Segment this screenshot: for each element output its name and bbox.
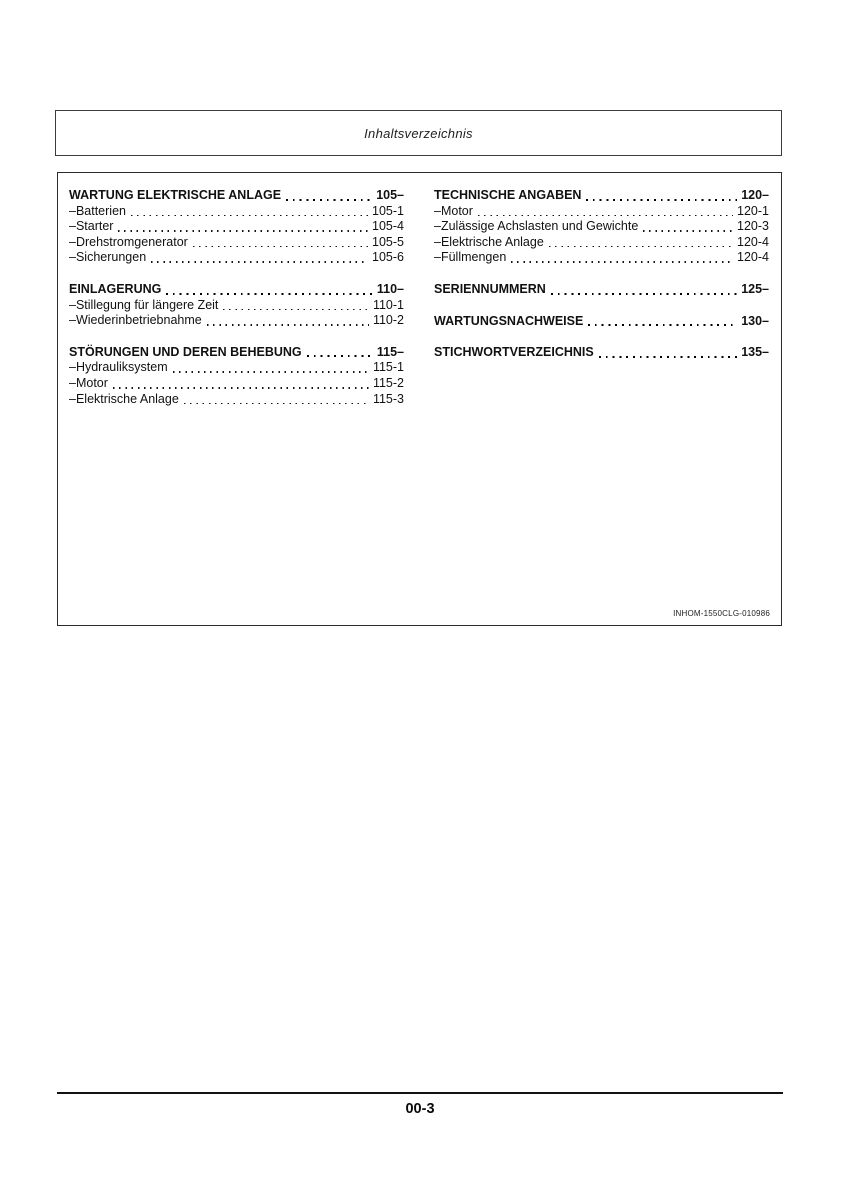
toc-item-row bbox=[69, 250, 404, 266]
dot-leader bbox=[166, 293, 373, 295]
dot-leader bbox=[549, 246, 733, 248]
toc-item-label: –Motor bbox=[434, 203, 473, 218]
toc-page-number: 130– bbox=[741, 313, 769, 328]
toc-heading-row bbox=[434, 282, 769, 298]
toc-item-row bbox=[69, 298, 404, 314]
dot-leader bbox=[643, 230, 733, 232]
toc-heading-label: WARTUNGSNACHWEISE bbox=[434, 313, 584, 328]
toc-item-row bbox=[69, 376, 404, 392]
toc-page-number: 110-1 bbox=[372, 297, 404, 312]
toc-section bbox=[434, 314, 769, 330]
toc-item-row bbox=[69, 313, 404, 329]
toc-item-label: –Füllmengen bbox=[434, 250, 507, 265]
toc-section bbox=[434, 282, 769, 298]
toc-page-number: 105– bbox=[376, 188, 404, 202]
toc-item-row bbox=[69, 219, 404, 235]
toc-heading-row bbox=[434, 188, 769, 204]
toc-item-label: –Zulässige Achslasten und Gewichte bbox=[434, 219, 639, 234]
toc-columns bbox=[69, 188, 769, 423]
toc-page-number: 120-1 bbox=[737, 203, 769, 218]
dot-leader bbox=[118, 230, 368, 232]
toc-item-label: –Drehstromgenerator bbox=[69, 234, 188, 249]
toc-section bbox=[69, 282, 404, 329]
toc-item-row bbox=[434, 250, 769, 266]
toc-page-number: 120-4 bbox=[737, 250, 769, 265]
toc-heading-label: EINLAGERUNG bbox=[69, 281, 162, 296]
dot-leader bbox=[131, 215, 368, 217]
toc-page-number: 125– bbox=[741, 281, 769, 296]
toc-item-row bbox=[69, 204, 404, 220]
toc-item-row bbox=[434, 219, 769, 235]
toc-heading-label: STÖRUNGEN UND DEREN BEHEBUNG bbox=[69, 344, 302, 359]
toc-heading-label: TECHNISCHE ANGABEN bbox=[434, 188, 582, 202]
toc-page-number: 115-1 bbox=[372, 360, 404, 375]
dot-leader bbox=[511, 261, 733, 263]
toc-box bbox=[57, 172, 782, 626]
toc-page-number: 110– bbox=[376, 281, 404, 296]
toc-item-row bbox=[69, 235, 404, 251]
dot-leader bbox=[586, 199, 737, 201]
toc-heading-label: STICHWORTVERZEICHNIS bbox=[434, 345, 594, 360]
toc-section bbox=[69, 345, 404, 407]
toc-right-column bbox=[434, 188, 769, 423]
toc-heading-row bbox=[69, 188, 404, 204]
footer-rule bbox=[57, 1092, 783, 1094]
toc-item-label: –Elektrische Anlage bbox=[69, 391, 179, 406]
toc-page-number: 115-2 bbox=[372, 375, 404, 390]
dot-leader bbox=[193, 246, 368, 248]
toc-page-number: 120– bbox=[741, 188, 769, 202]
toc-heading-row bbox=[69, 282, 404, 298]
toc-heading-row bbox=[69, 345, 404, 361]
dot-leader bbox=[551, 293, 737, 295]
toc-item-label: –Motor bbox=[69, 375, 108, 390]
toc-page-number: 105-1 bbox=[372, 203, 404, 218]
toc-item-label: –Sicherungen bbox=[69, 250, 147, 265]
toc-item-label: –Starter bbox=[69, 219, 114, 234]
toc-item-row bbox=[434, 235, 769, 251]
toc-item-label: –Batterien bbox=[69, 203, 126, 218]
dot-leader bbox=[151, 261, 368, 263]
toc-item-label: –Elektrische Anlage bbox=[434, 234, 544, 249]
dot-leader bbox=[478, 215, 733, 217]
toc-section bbox=[69, 188, 404, 266]
toc-item-label: –Stillegung für längere Zeit bbox=[69, 297, 219, 312]
dot-leader bbox=[307, 355, 373, 357]
toc-page-number: 135– bbox=[741, 345, 769, 360]
toc-heading-label: SERIENNUMMERN bbox=[434, 281, 546, 296]
toc-item-row bbox=[434, 204, 769, 220]
dot-leader bbox=[113, 387, 369, 389]
toc-heading-label: WARTUNG ELEKTRISCHE ANLAGE bbox=[69, 188, 282, 202]
page-title: Inhaltsverzeichnis bbox=[364, 125, 473, 141]
toc-item-label: –Wiederinbetriebnahme bbox=[69, 313, 202, 328]
dot-leader bbox=[184, 403, 369, 405]
toc-heading-row bbox=[434, 345, 769, 361]
toc-page-number: 110-2 bbox=[372, 313, 404, 328]
toc-page-number: 120-3 bbox=[737, 219, 769, 234]
toc-page-number: 120-4 bbox=[737, 234, 769, 249]
toc-item-label: –Hydrauliksystem bbox=[69, 360, 168, 375]
toc-page-number: 105-4 bbox=[372, 219, 404, 234]
toc-section bbox=[434, 345, 769, 361]
dot-leader bbox=[286, 199, 372, 201]
dot-leader bbox=[173, 371, 369, 373]
toc-item-row bbox=[69, 360, 404, 376]
toc-heading-row bbox=[434, 314, 769, 330]
dot-leader bbox=[207, 324, 369, 326]
dot-leader bbox=[588, 324, 737, 326]
dot-leader bbox=[599, 356, 737, 358]
footer-page-number: 00-3 bbox=[405, 1101, 435, 1117]
dot-leader bbox=[223, 309, 369, 311]
toc-page-number: 105-6 bbox=[372, 250, 404, 265]
toc-item-row bbox=[69, 392, 404, 408]
toc-page-number: 105-5 bbox=[372, 234, 404, 249]
toc-page-number: 115-3 bbox=[372, 391, 404, 406]
page-header bbox=[55, 110, 782, 156]
document-code: INHOM-1550CLG-010986 bbox=[673, 609, 770, 618]
toc-left-column bbox=[69, 188, 404, 423]
toc-page-number: 115– bbox=[376, 344, 404, 359]
toc-section bbox=[434, 188, 769, 266]
